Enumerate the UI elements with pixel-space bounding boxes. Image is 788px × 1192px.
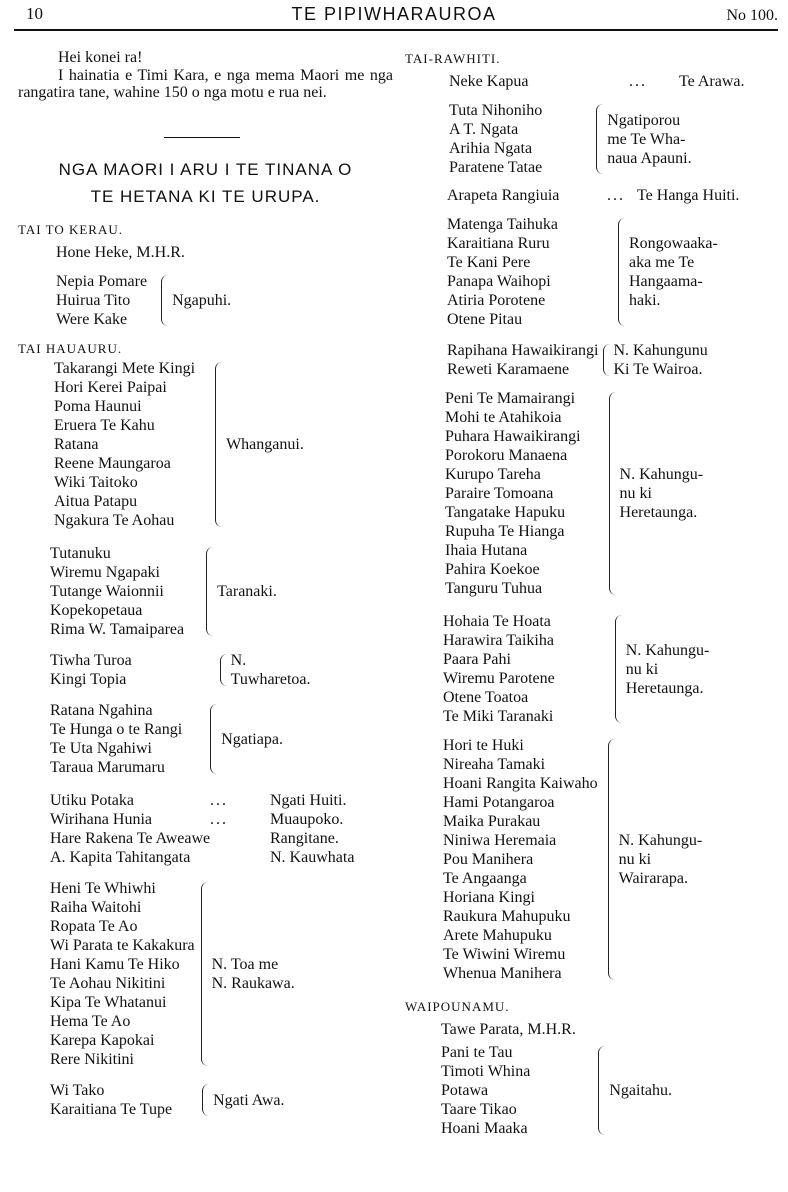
tribe-label-line: haki. <box>629 292 661 309</box>
tribe-label <box>629 234 718 310</box>
tribe-label-line: nu ki <box>625 660 659 678</box>
member-name: Kipa Te Whatanui <box>50 994 167 1011</box>
name-list <box>449 101 542 177</box>
tribe-label-line: nu ki <box>619 485 652 502</box>
member-name: Hohaia Te Hoata <box>443 613 551 630</box>
member-name: Raukura Mahupuku <box>443 908 571 925</box>
member-name: Arete Mahupuku <box>443 927 552 944</box>
member-name: Pahira Koekoe <box>445 561 540 578</box>
member-name: Hoani Maaka <box>441 1120 528 1137</box>
name-tribe-pairs <box>50 791 395 867</box>
member-name: Tanguru Tuhua <box>445 580 543 597</box>
group-ngatiporou <box>449 101 783 177</box>
brace <box>202 1084 209 1116</box>
closing-line: Hei konei ra! <box>58 49 143 66</box>
tribe-label: Ngatiapa. <box>221 730 283 748</box>
page-number: 10 <box>26 4 43 23</box>
tribe-label-line: me Te Wha- <box>607 130 686 148</box>
brace <box>215 362 222 527</box>
member-name: Huirua Tito <box>56 292 131 309</box>
member-tawe-parata: Tawe Parata, M.H.R. <box>441 1021 576 1038</box>
left-column <box>18 34 393 1119</box>
article-title-line2: TE HETANA KI TE URUPA. <box>90 187 321 206</box>
pair-name: Arapeta Rangiuia <box>447 187 560 204</box>
member-name: Hami Potangaroa <box>443 794 555 811</box>
member-name: Nireaha Tamaki <box>443 756 546 773</box>
group-wairoa <box>447 341 783 379</box>
member-name: Reene Maungaroa <box>54 455 171 472</box>
tribe-label: Whanganui. <box>226 436 304 453</box>
member-name: Tutange Waionnii <box>50 583 164 600</box>
member-name: Mohi te Atahikoia <box>445 409 562 426</box>
name-list <box>441 1043 530 1138</box>
member-name: Ihaia Hutana <box>445 542 528 559</box>
group-ngatiapa <box>50 701 393 777</box>
pair-row <box>50 791 395 810</box>
group-ngati-toa <box>50 879 393 1069</box>
pair-tribe: Te Hanga Huiti. <box>637 187 740 204</box>
region-heading-tai-tokerau: TAI TO KERAU. <box>18 222 124 237</box>
member-name: Otene Pitau <box>447 311 523 328</box>
member-name: Timoti Whina <box>441 1063 531 1080</box>
member-name: Ratana <box>54 436 99 453</box>
member-name: Pou Manihera <box>443 851 534 868</box>
tribe-label-line: Hangaama- <box>629 273 703 290</box>
member-name: Rupuha Te Hianga <box>445 523 565 540</box>
name-list <box>447 341 599 379</box>
member-name: Aitua Patapu <box>54 493 138 510</box>
member-name: Te Wiwini Wiremu <box>443 946 566 963</box>
tribe-label <box>607 111 691 168</box>
member-name: Karaitiana Ruru <box>447 235 550 252</box>
tribe-label-line: Heretaunga. <box>619 504 698 521</box>
member-name: A T. Ngata <box>449 121 519 138</box>
brace <box>206 547 213 636</box>
tribe-label-line: N. Kahungu- <box>619 466 704 483</box>
member-name: Nepia Pomare <box>56 273 148 290</box>
member-name: Taraua Marumaru <box>50 759 165 776</box>
member-name: Potawa <box>441 1082 489 1099</box>
member-name: Otene Toatoa <box>443 689 529 706</box>
name-list <box>50 1081 172 1119</box>
brace <box>220 654 227 686</box>
name-list <box>443 612 555 726</box>
region-heading-waipounamu: WAIPOUNAMU. <box>405 999 510 1014</box>
tribe-label: Ngati Awa. <box>213 1091 285 1109</box>
group-ngapuhi <box>56 272 393 329</box>
group-ngaitahu <box>441 1043 783 1138</box>
member-name: Wiremu Ngapaki <box>50 564 160 581</box>
member-name: Taare Tikao <box>441 1101 517 1118</box>
tribe-label <box>231 651 311 689</box>
header-rule <box>14 29 778 31</box>
member-name: Te Aohau Nikitini <box>50 975 166 992</box>
member-name: Harawira Taikiha <box>443 632 554 649</box>
name-list <box>443 736 598 983</box>
pair-tribe: Ngati Huiti. <box>270 792 347 809</box>
member-name: Hori Kerei Paipai <box>54 379 167 396</box>
region-heading-tai-hauauru: TAI HAUAURU. <box>18 341 123 356</box>
issue-number: No 100. <box>726 7 778 24</box>
name-list <box>50 879 195 1069</box>
brace <box>608 739 615 980</box>
member-name: Paratene Tatae <box>449 159 543 176</box>
name-list <box>56 272 147 329</box>
member-name: Hani Kamu Te Hiko <box>50 956 180 973</box>
member-name: Rere Nikitini <box>50 1051 134 1068</box>
tribe-label-line: N. Kahungu- <box>618 832 703 849</box>
tribe-label <box>626 641 710 698</box>
member-name: Rapihana Hawaikirangi <box>447 342 599 359</box>
group-taranaki <box>50 544 393 639</box>
brace <box>201 882 208 1066</box>
member-name: Poma Haunui <box>54 398 142 415</box>
group-whanganui <box>54 359 393 530</box>
member-name: Tuta Nihoniho <box>449 102 543 119</box>
tribe-label: Taranaki. <box>217 583 277 600</box>
name-list <box>445 389 581 598</box>
brace <box>161 275 168 326</box>
pair-dots: ... <box>210 792 228 809</box>
group-rongowaakaaka <box>447 215 783 329</box>
tribe-label-line: Rongowaaka- <box>629 235 718 252</box>
member-name: Porokoru Manaena <box>445 447 568 464</box>
member-name: Ngakura Te Aohau <box>54 512 175 529</box>
tribe-label-line: aka me Te <box>629 254 695 271</box>
member-name: Hori te Huki <box>443 737 524 754</box>
pair-row <box>449 72 769 91</box>
pair-name: A. Kapita Tahitangata <box>50 849 191 866</box>
member-name: Wi Tako <box>50 1082 105 1099</box>
tribe-label-line: N. <box>230 652 247 669</box>
tribe-label <box>614 341 708 379</box>
pair-name: Hare Rakena Te Aweawe <box>50 830 211 847</box>
article-title-line1: NGA MAORI I ARU I TE TINANA O <box>58 160 353 179</box>
brace <box>598 1046 605 1135</box>
pair-tribe: Rangitane. <box>270 830 339 847</box>
member-name: Paara Pahi <box>443 651 511 668</box>
member-name: Rima W. Tamaiparea <box>50 621 185 638</box>
member-name: Atiria Porotene <box>447 292 546 309</box>
group-heretaunga-2 <box>443 612 783 726</box>
member-name: Matenga Taihuka <box>447 216 558 233</box>
member-name: Te Uta Ngahiwi <box>50 740 152 757</box>
member-name: Te Hunga o te Rangi <box>50 721 183 738</box>
section-separator <box>164 137 240 138</box>
member-name: Ratana Ngahina <box>50 702 153 719</box>
pair-dots: ... <box>629 73 647 90</box>
name-list <box>50 701 182 777</box>
member-name: Were Kake <box>56 311 128 328</box>
member-name: Maika Purakau <box>443 813 541 830</box>
tribe-label-line: Wairarapa. <box>618 870 688 887</box>
member-name: Ropata Te Ao <box>50 918 138 935</box>
member-name: Paraire Tomoana <box>445 485 554 502</box>
group-wairarapa <box>443 736 783 983</box>
right-column <box>405 34 783 1138</box>
name-list <box>50 651 132 689</box>
member-name: Whenua Manihera <box>443 965 562 982</box>
brace <box>603 344 610 376</box>
pair-tribe: N. Kauwhata <box>270 849 355 866</box>
tribe-label-line: N. Kahungunu <box>613 342 708 359</box>
member-name: Eruera Te Kahu <box>54 417 155 434</box>
member-name: Kingi Topia <box>50 671 127 688</box>
tribe-label-line: Tuwharetoa. <box>230 671 311 688</box>
member-name: Tangatake Hapuku <box>445 504 566 521</box>
region-heading-tai-rawhiti: TAI-RAWHITI. <box>405 51 501 66</box>
member-name: Pani te Tau <box>441 1044 513 1061</box>
brace <box>596 104 603 174</box>
name-list <box>447 215 558 329</box>
tribe-label-line: naua Apauni. <box>607 149 692 167</box>
member-name: Tutanuku <box>50 545 111 562</box>
tribe-label: Ngapuhi. <box>172 292 232 309</box>
member-name: Tiwha Turoa <box>50 652 132 669</box>
member-name: Wiremu Parotene <box>443 670 555 687</box>
member-name: Horiana Kingi <box>443 889 535 906</box>
member-name: Kopekopetaua <box>50 602 143 619</box>
member-name: Panapa Waihopi <box>447 273 551 290</box>
member-name: Takarangi Mete Kingi <box>54 360 196 377</box>
member-name: Kurupo Tareha <box>445 466 541 483</box>
pair-name: Wirihana Hunia <box>50 811 152 828</box>
member-hone-heke: Hone Heke, M.H.R. <box>56 244 185 261</box>
group-ngati-awa <box>50 1081 393 1119</box>
newspaper-title: TE PIPIWHARAUROA <box>291 4 497 24</box>
name-list <box>50 544 184 639</box>
pair-row <box>447 186 781 205</box>
member-name: Te Kani Pere <box>447 254 531 271</box>
member-name: Niniwa Heremaia <box>443 832 557 849</box>
group-tuwharetoa <box>50 651 393 689</box>
group-heretaunga-1 <box>445 389 783 598</box>
member-name: Karaitiana Te Tupe <box>50 1101 173 1118</box>
member-name: Raiha Waitohi <box>50 899 142 916</box>
member-name: Te Angaanga <box>443 870 527 887</box>
member-name: Puhara Hawaikirangi <box>445 428 581 445</box>
member-name: Peni Te Mamairangi <box>445 390 576 407</box>
tribe-label <box>619 831 703 888</box>
tribe-label <box>620 465 704 522</box>
intro-paragraph: I hainatia e Timi Kara, e nga mema Maori me nga rangatira tane, wahine 150 o nga motu e rua nei. <box>18 67 393 101</box>
member-name: Hoani Rangita Kaiwaho <box>443 775 598 792</box>
pair-row <box>50 829 395 848</box>
tribe-label-line: Heretaunga. <box>625 679 704 697</box>
brace <box>615 615 622 723</box>
member-name: Te Miki Taranaki <box>443 708 554 725</box>
tribe-label <box>212 955 295 993</box>
pair-tribe: Muaupoko. <box>270 811 344 828</box>
member-name: Wi Parata te Kakakura <box>50 937 195 954</box>
brace <box>609 392 616 595</box>
tribe-label-line: N. Toa me <box>211 956 279 973</box>
tribe-label-line: N. Kahungu- <box>625 641 710 659</box>
pair-row <box>50 810 395 829</box>
tribe-label-line: nu ki <box>618 851 652 868</box>
member-name: Reweti Karamaene <box>447 361 570 378</box>
tribe-label-line: N. Raukawa. <box>211 975 295 992</box>
tribe-label: Ngaitahu. <box>609 1082 673 1099</box>
pair-dots: ... <box>607 187 625 204</box>
brace <box>210 704 217 774</box>
name-list <box>54 359 195 530</box>
pair-row <box>50 848 395 867</box>
pair-tribe: Te Arawa. <box>679 73 745 90</box>
pair-name: Utiku Potaka <box>50 792 134 809</box>
member-name: Heni Te Whiwhi <box>50 880 156 897</box>
member-name: Arihia Ngata <box>449 140 533 157</box>
member-name: Karepa Kapokai <box>50 1032 155 1049</box>
pair-name: Neke Kapua <box>449 73 529 90</box>
brace <box>618 218 625 326</box>
member-name: Wiki Taitoko <box>54 474 138 491</box>
tribe-label-line: Ngatiporou <box>607 111 681 129</box>
member-name: Hema Te Ao <box>50 1013 131 1030</box>
tribe-label-line: Ki Te Wairoa. <box>613 361 703 378</box>
pair-dots: ... <box>210 811 228 828</box>
